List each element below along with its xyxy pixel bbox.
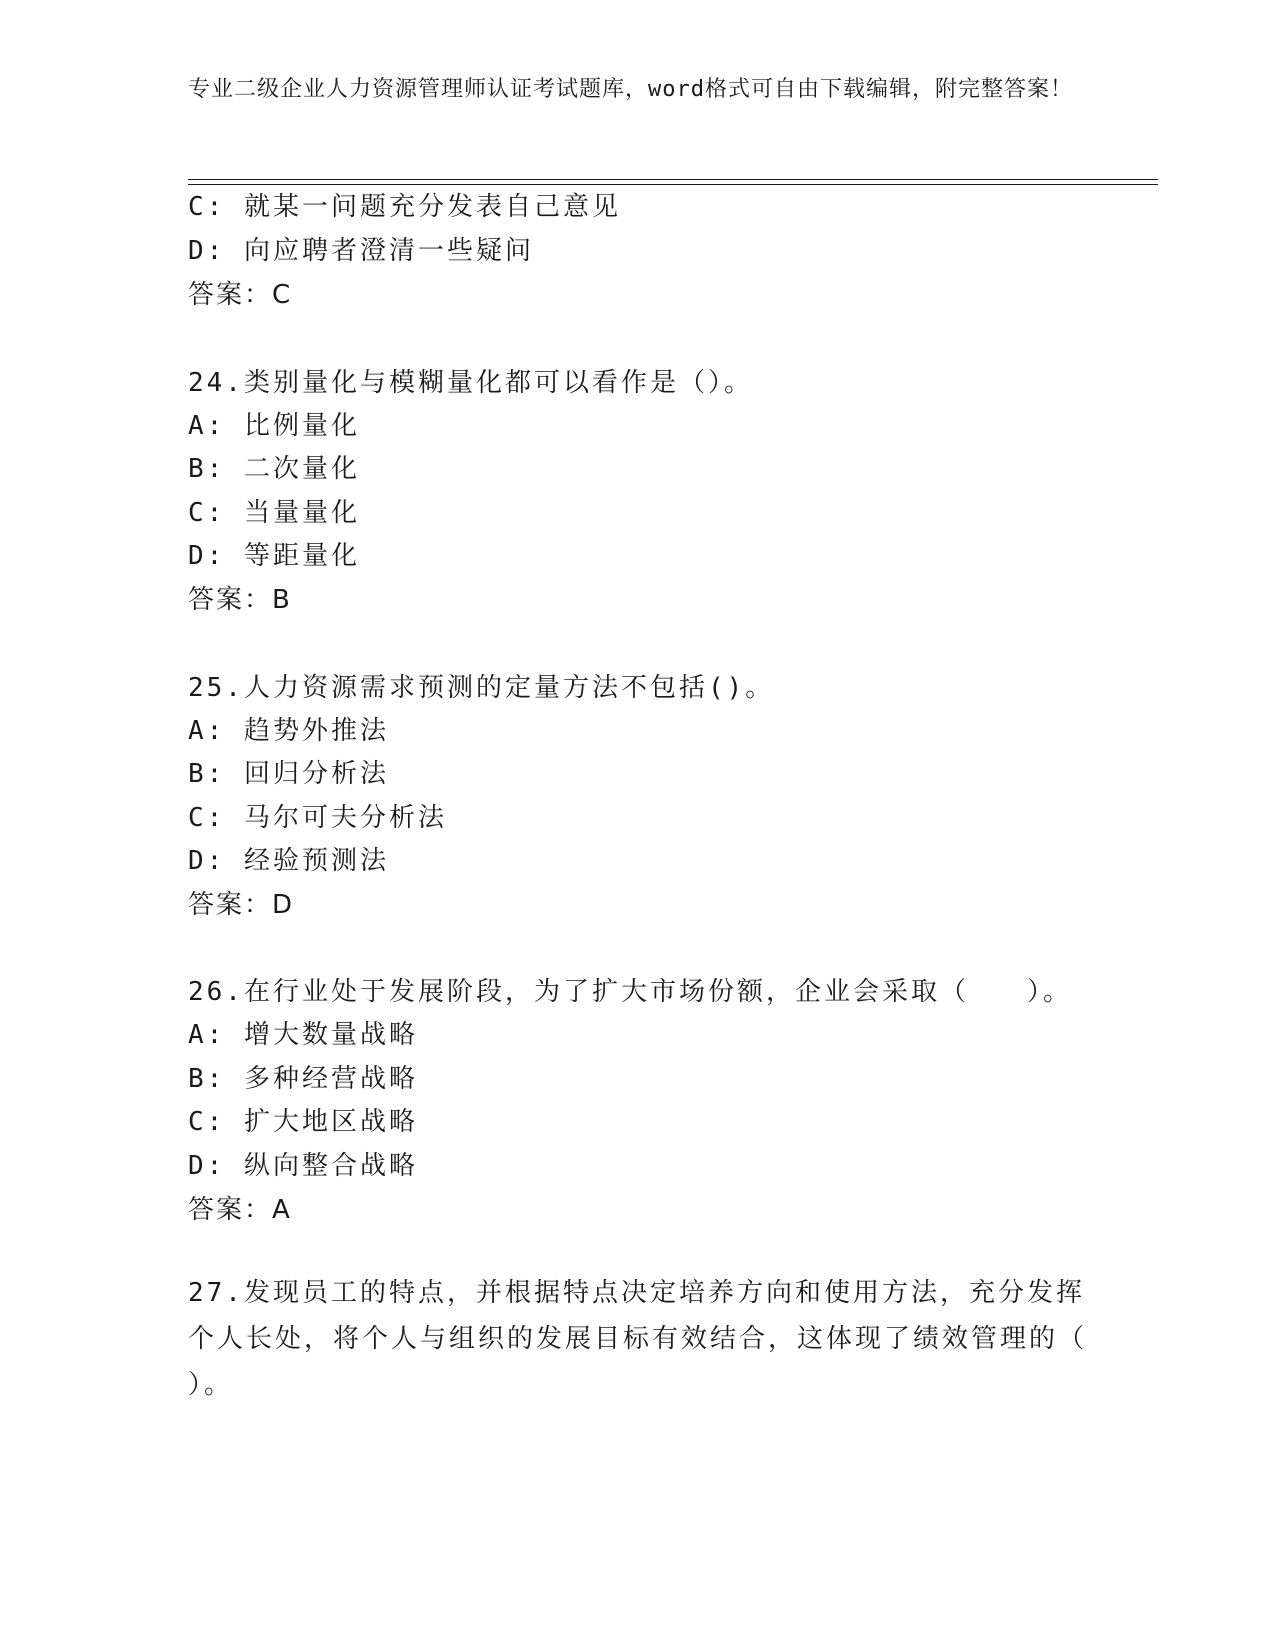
option-d: D: 纵向整合战略	[188, 1151, 418, 1181]
option-b: B: 多种经营战略	[188, 1064, 418, 1094]
answer: 答案：A	[188, 1195, 292, 1225]
document-header: 专业二级企业人力资源管理师认证考试题库，word格式可自由下载编辑，附完整答案！	[188, 77, 1073, 102]
option-c: C: 扩大地区战略	[188, 1107, 418, 1137]
answer: 答案：D	[188, 890, 295, 920]
option-c: C: 就某一问题充分发表自己意见	[188, 192, 621, 222]
question-stem: 24.类别量化与模糊量化都可以看作是（）。	[188, 368, 753, 398]
option-b: B: 回归分析法	[188, 759, 389, 789]
option-c: C: 马尔可夫分析法	[188, 803, 447, 833]
option-d: D: 向应聘者澄清一些疑问	[188, 236, 534, 266]
option-b: B: 二次量化	[188, 454, 360, 484]
option-c: C: 当量量化	[188, 498, 360, 528]
option-a: A: 增大数量战略	[188, 1020, 418, 1050]
option-a: A: 趋势外推法	[188, 716, 389, 746]
question-stem: 25.人力资源需求预测的定量方法不包括()。	[188, 673, 775, 703]
answer: 答案：C	[188, 280, 293, 310]
option-d: D: 经验预测法	[188, 846, 389, 876]
answer: 答案：B	[188, 585, 292, 615]
option-a: A: 比例量化	[188, 411, 360, 441]
question-stem: 26.在行业处于发展阶段，为了扩大市场份额，企业会采取（ ）。	[188, 977, 1072, 1007]
question-stem: 27.发现员工的特点，并根据特点决定培养方向和使用方法，充分发挥个人长处，将个人与组织的发展目标有效结合，这体现了绩效管理的（ ）。	[188, 1278, 1088, 1400]
header-divider-double	[188, 184, 1158, 185]
option-d: D: 等距量化	[188, 541, 360, 571]
header-divider	[188, 179, 1158, 180]
